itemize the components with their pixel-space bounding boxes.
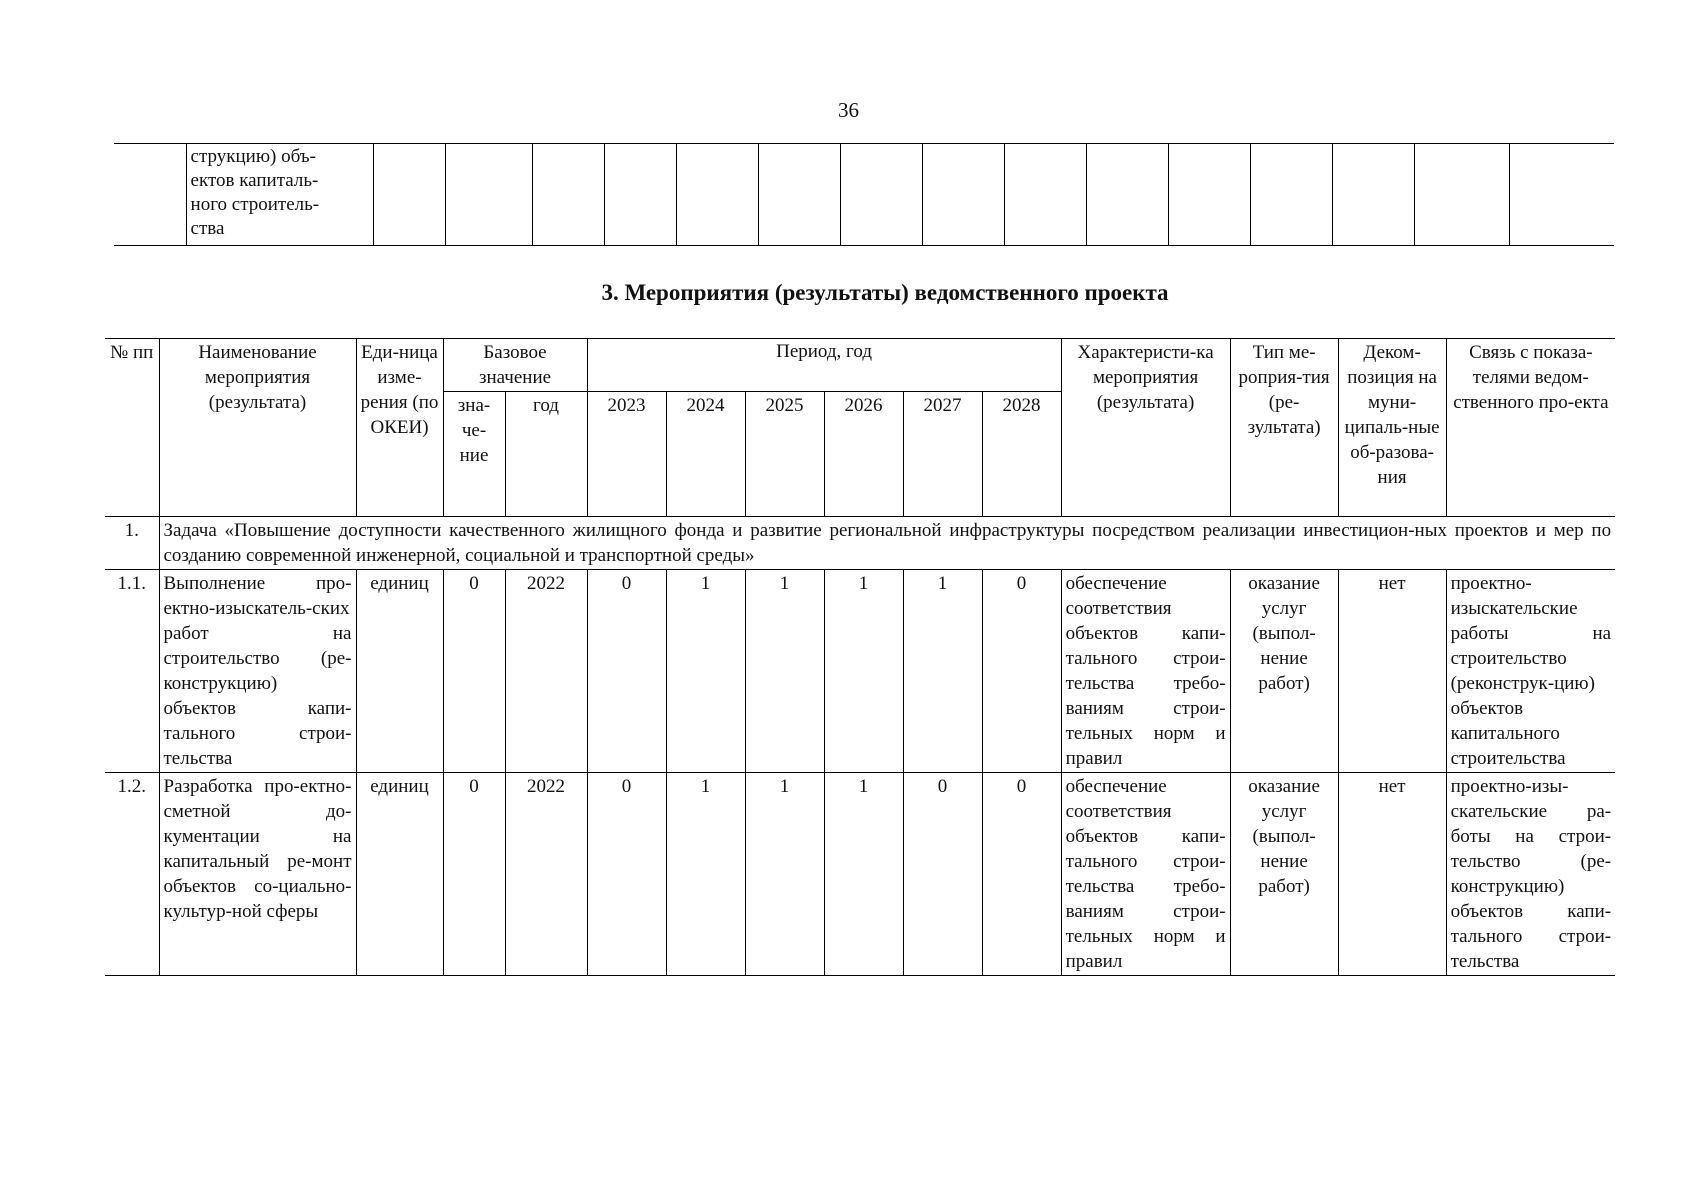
row-year-2026: 1 (824, 570, 903, 773)
empty-cell (840, 144, 922, 246)
row-year-2023: 0 (587, 570, 666, 773)
empty-cell (1510, 144, 1614, 246)
row-characteristic: обеспечение соответствия объектов капи-тального строи-тельства требо-ваниям строи-тельных норм и правил (1061, 773, 1230, 976)
row-year-2028: 0 (982, 570, 1061, 773)
header-row (105, 339, 1615, 392)
task-num: 1. (105, 517, 159, 570)
continuation-line: ства (190, 218, 225, 239)
empty-cell (1251, 144, 1333, 246)
activities-table (105, 338, 1615, 976)
header-year-2028: 2028 (982, 392, 1061, 517)
table-row (105, 570, 1615, 773)
empty-cell (1169, 144, 1251, 246)
row-unit: единиц (356, 570, 443, 773)
header-year-2026: 2026 (824, 392, 903, 517)
empty-cell (373, 144, 445, 246)
empty-cell (604, 144, 676, 246)
header-decomposition: Деком-позиция на муни-ципаль-ные об-разова-ния (1338, 339, 1446, 517)
header-name: Наименование мероприятия (результата) (159, 339, 356, 517)
task-row (105, 517, 1615, 570)
empty-cell (1415, 144, 1510, 246)
table-row (105, 773, 1615, 976)
row-year-2025: 1 (745, 570, 824, 773)
empty-cell (922, 144, 1004, 246)
continuation-line: ного строитель- (190, 194, 320, 215)
row-base-value: 0 (443, 773, 505, 976)
page-number: 36 (838, 98, 859, 122)
row-base-year: 2022 (505, 773, 587, 976)
header-year-2024: 2024 (666, 392, 745, 517)
continuation-table (114, 143, 1614, 246)
header-period: Период, год (587, 339, 1061, 392)
row-year-2027: 1 (903, 570, 982, 773)
continuation-row (114, 144, 1614, 246)
row-year-2023: 0 (587, 773, 666, 976)
empty-cell (1333, 144, 1415, 246)
row-year-2024: 1 (666, 773, 745, 976)
empty-cell (1087, 144, 1169, 246)
row-unit: единиц (356, 773, 443, 976)
header-type: Тип ме-роприя-тия (ре-зультата) (1230, 339, 1338, 517)
empty-cell (1005, 144, 1087, 246)
row-link: проектно-изыскательские работы на строительство (реконструк-цию) объектов капитального строительства (1446, 570, 1615, 773)
header-base: Базовое значение (443, 339, 587, 392)
header-unit: Еди-ница изме-рения (по ОКЕИ) (356, 339, 443, 517)
row-type: оказание услуг (выпол-нение работ) (1230, 570, 1338, 773)
continuation-line: ектов капиталь- (190, 170, 319, 191)
empty-cell (532, 144, 604, 246)
row-base-value: 0 (443, 570, 505, 773)
row-decomposition: нет (1338, 570, 1446, 773)
row-decomposition: нет (1338, 773, 1446, 976)
continuation-line: струкцию) объ- (190, 146, 316, 167)
row-year-2026: 1 (824, 773, 903, 976)
empty-cell (676, 144, 758, 246)
section-title: 3. Мероприятия (результаты) ведомственного проекта (601, 280, 1169, 305)
row-year-2028: 0 (982, 773, 1061, 976)
header-characteristic: Характеристи-ка мероприятия (результата) (1061, 339, 1230, 517)
header-year-2027: 2027 (903, 392, 982, 517)
empty-cell (445, 144, 532, 246)
header-link: Связь с показа-телями ведом-ственного про-екта (1446, 339, 1615, 517)
header-year-2025: 2025 (745, 392, 824, 517)
row-num: 1.2. (105, 773, 159, 976)
row-name: Разработка про-ектно-сметной до-кументации на капитальный ре-монт объектов со-циально-культур-ной сферы (159, 773, 356, 976)
header-num: № пп (105, 339, 159, 517)
row-year-2027: 0 (903, 773, 982, 976)
row-year-2024: 1 (666, 570, 745, 773)
header-base-year: год (505, 392, 587, 517)
header-base-value: зна-че-ние (443, 392, 505, 517)
row-num: 1.1. (105, 570, 159, 773)
task-text: Задача «Повышение доступности качественного жилищного фонда и развитие региональной инфраструктуры посредством реализации инвестицион-ных проектов и мер по созданию современной инженерной, социальной и транспортной среды» (159, 517, 1615, 570)
row-link: проектно-изы-скательские ра-боты на строи-тельство (ре-конструкцию) объектов капи-тального строи-тельства (1446, 773, 1615, 976)
row-year-2025: 1 (745, 773, 824, 976)
empty-cell (758, 144, 840, 246)
row-type: оказание услуг (выпол-нение работ) (1230, 773, 1338, 976)
row-base-year: 2022 (505, 570, 587, 773)
continuation-name-cell (186, 144, 373, 246)
row-characteristic: обеспечение соответствия объектов капи-тального строи-тельства требо-ваниям строи-тельных норм и правил (1061, 570, 1230, 773)
row-name: Выполнение про-ектно-изыскатель-ских работ на строительство (ре-конструкцию) объектов капи-тального строи-тельства (159, 570, 356, 773)
continuation-num-cell (114, 144, 186, 246)
header-year-2023: 2023 (587, 392, 666, 517)
